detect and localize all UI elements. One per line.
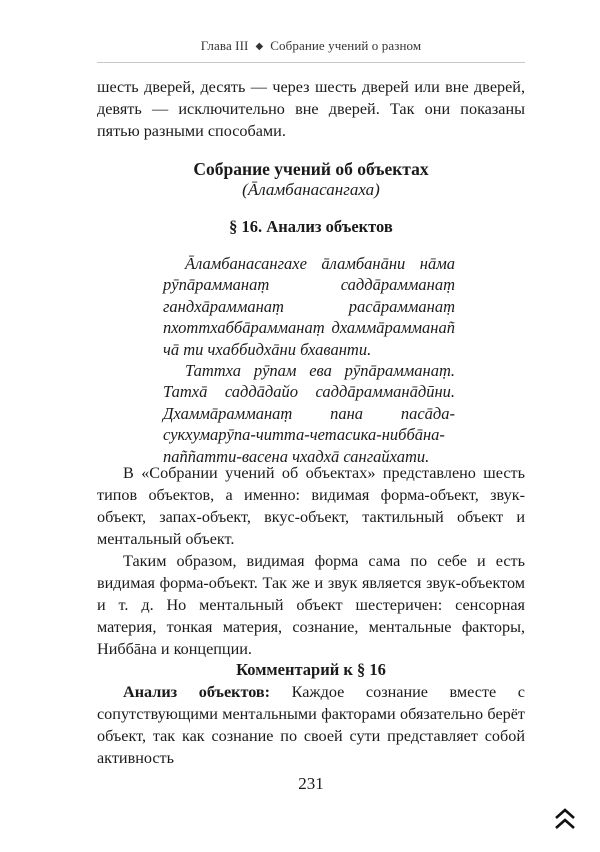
translation-block <box>97 462 525 660</box>
commentary-lead: Анализ объектов: <box>123 683 271 701</box>
pali-quote <box>163 253 455 467</box>
intro-paragraph: шесть дверей, десять — через шесть дверей или вне дверей, девять — исключительно вне дверей. Так они показаны пятью разными способами. <box>97 78 525 140</box>
chapter-title: Собрание учений о разном <box>270 38 422 53</box>
diamond-separator-icon: ◆ <box>255 41 264 52</box>
commentary-paragraph <box>97 681 525 769</box>
translation-paragraph-2: Таким образом, видимая форма сама по себе и есть видимая форма-объект. Так же и звук является звук-объектом и т. д. Но ментальный объект шестеричен: сенсорная материя, тонкая материя, сознание, ментальные факторы, Ниббāна и концепции. <box>97 552 525 658</box>
section-title: Собрание учений об объектах <box>193 159 429 179</box>
intro-paragraph-block <box>97 76 525 142</box>
page-number: 231 <box>298 774 324 793</box>
commentary-heading: Комментарий к § 16 <box>236 660 386 679</box>
running-head <box>97 38 525 54</box>
scroll-to-top-button[interactable] <box>552 806 578 832</box>
commentary-text: Каждое сознание вместе с сопутствующими ментальными факторами обязательно берёт объект, так как сознание по своей сути представляет собой активность <box>97 683 525 767</box>
pali-paragraph-1: Āламбанасангахе āламбанāни нāма рӯпāрамманаṃ саддāрамманаṃ гандхāрамманаṃ расāрамманаṃ пхоттхаббāрамманаṃ дхаммāрамманаñ чā ти чхаббидхāни бхаванти. <box>163 254 455 359</box>
commentary-block <box>97 681 525 769</box>
translation-paragraph-1: В «Собрании учений об объектах» представлено шесть типов объектов, а именно: видимая форма-объект, звук-объект, запах-объект, вкус-объект, тактильный объект и ментальный объект. <box>97 464 525 548</box>
chapter-label: Глава III <box>200 38 249 53</box>
header-rule <box>97 62 525 63</box>
section-subtitle: (Āламбанасангаха) <box>242 180 380 199</box>
section-heading: § 16. Анализ объектов <box>229 217 393 236</box>
double-chevron-up-icon <box>552 806 578 832</box>
pali-paragraph-2: Таттха рӯпам ева рӯпāрамманаṃ. Татхā саддāдайо саддāрамманāдӣни. Дхаммāрамманаṃ пана пасāда-сукхумарӯпа-читта-четасика-ниббāна-паññатти-васена чхадхā сангайхати. <box>163 361 455 466</box>
